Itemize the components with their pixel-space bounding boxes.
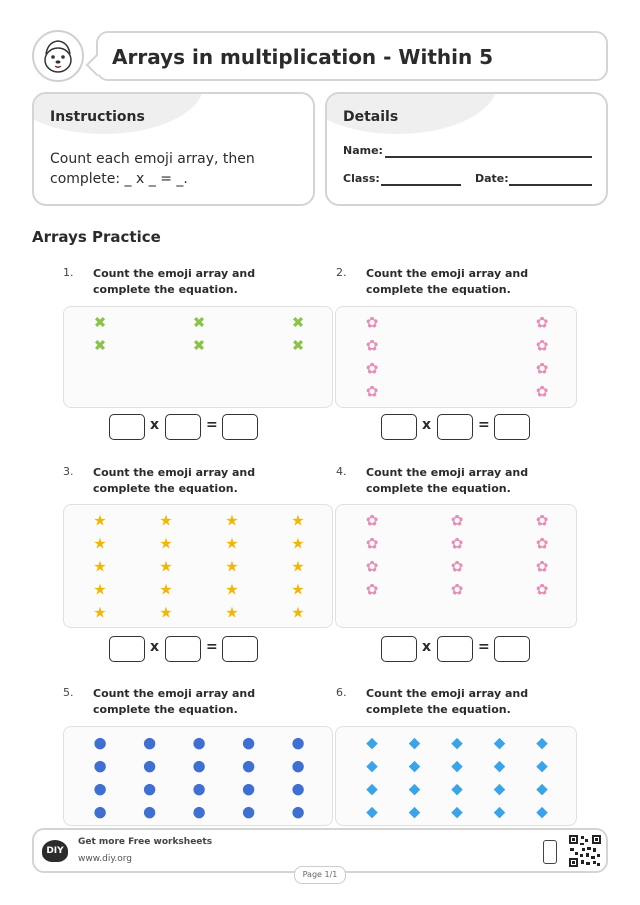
- equals-sign: =: [478, 417, 490, 433]
- question-text: Count the emoji array and complete the equation.: [93, 687, 256, 716]
- footer-url[interactable]: www.diy.org: [78, 854, 132, 864]
- speech-tail: [86, 54, 109, 77]
- title-box: [96, 31, 608, 81]
- soccer-ball-emoji: ●: [192, 779, 206, 798]
- star-emoji: ★: [225, 511, 239, 530]
- date-field[interactable]: [509, 184, 592, 186]
- flower-emoji: ✿: [365, 336, 379, 355]
- soccer-ball-emoji: ●: [241, 733, 256, 752]
- emoji-array-panel: [335, 504, 577, 628]
- question-number: 5.: [63, 686, 74, 699]
- soccer-ball-emoji: ●: [241, 756, 256, 775]
- flower-emoji: ✿: [365, 313, 379, 332]
- soccer-ball-emoji: ●: [241, 802, 256, 821]
- fish-emoji: ◆: [493, 779, 506, 798]
- soccer-ball-emoji: ●: [142, 733, 157, 752]
- flower-emoji: ✿: [535, 534, 549, 553]
- instructions-card: [32, 92, 315, 206]
- details-heading: Details: [343, 109, 399, 125]
- soccer-ball-emoji: ●: [291, 756, 305, 775]
- factor-1-input[interactable]: [109, 414, 145, 440]
- question-text: Count the emoji array and complete the equation.: [93, 267, 256, 296]
- name-label: Name:: [343, 144, 383, 157]
- fish-emoji: ◆: [408, 802, 421, 821]
- flower-emoji: ✿: [535, 382, 549, 401]
- times-sign: x: [150, 639, 160, 655]
- factor-2-input[interactable]: [165, 414, 201, 440]
- equals-sign: =: [206, 417, 218, 433]
- puzzle-piece-emoji: ✖: [192, 313, 206, 332]
- fish-emoji: ◆: [536, 733, 548, 752]
- factor-2-input[interactable]: [437, 636, 473, 662]
- puzzle-piece-emoji: ✖: [291, 336, 305, 355]
- flower-emoji: ✿: [450, 580, 464, 599]
- times-sign: x: [422, 639, 432, 655]
- qr-code-icon: [569, 835, 601, 867]
- soccer-ball-emoji: ●: [192, 733, 206, 752]
- star-emoji: ★: [159, 534, 173, 553]
- soccer-ball-emoji: ●: [291, 779, 305, 798]
- fish-emoji: ◆: [408, 779, 421, 798]
- flower-emoji: ✿: [450, 534, 464, 553]
- fish-emoji: ◆: [451, 756, 463, 775]
- fish-emoji: ◆: [493, 733, 506, 752]
- puzzle-piece-emoji: ✖: [93, 313, 107, 332]
- flower-emoji: ✿: [365, 511, 379, 530]
- factor-1-input[interactable]: [381, 636, 417, 662]
- soccer-ball-emoji: ●: [241, 779, 256, 798]
- star-emoji: ★: [93, 511, 107, 530]
- question-number: 2.: [336, 266, 347, 279]
- emoji-array-panel: [335, 726, 577, 826]
- emoji-array-panel: [63, 726, 333, 826]
- fish-emoji: ◆: [366, 779, 378, 798]
- puzzle-piece-emoji: ✖: [93, 336, 107, 355]
- class-label: Class:: [343, 172, 380, 185]
- puzzle-piece-emoji: ✖: [192, 336, 206, 355]
- question-text: Count the emoji array and complete the equation.: [366, 267, 529, 296]
- fish-emoji: ◆: [536, 779, 548, 798]
- date-label: Date:: [475, 172, 509, 185]
- factor-2-input[interactable]: [165, 636, 201, 662]
- question-text: Count the emoji array and complete the equation.: [366, 466, 529, 495]
- fish-emoji: ◆: [451, 779, 463, 798]
- emoji-array-panel: [63, 504, 333, 628]
- fish-emoji: ◆: [366, 756, 378, 775]
- name-field[interactable]: [385, 156, 592, 158]
- product-input[interactable]: [494, 414, 530, 440]
- fish-emoji: ◆: [366, 733, 378, 752]
- soccer-ball-emoji: ●: [142, 802, 157, 821]
- fish-emoji: ◆: [536, 802, 548, 821]
- product-input[interactable]: [222, 636, 258, 662]
- soccer-ball-emoji: ●: [192, 802, 206, 821]
- star-emoji: ★: [159, 603, 173, 622]
- fish-emoji: ◆: [536, 756, 548, 775]
- equals-sign: =: [206, 639, 218, 655]
- equals-sign: =: [478, 639, 490, 655]
- star-emoji: ★: [291, 511, 305, 530]
- flower-emoji: ✿: [450, 511, 464, 530]
- phone-icon: [543, 840, 557, 864]
- star-emoji: ★: [291, 557, 305, 576]
- page-indicator: Page 1/1: [294, 866, 346, 884]
- star-emoji: ★: [159, 557, 173, 576]
- product-input[interactable]: [494, 636, 530, 662]
- question-number: 6.: [336, 686, 347, 699]
- flower-emoji: ✿: [535, 557, 549, 576]
- question-number: 4.: [336, 465, 347, 478]
- flower-emoji: ✿: [535, 359, 549, 378]
- star-emoji: ★: [159, 580, 173, 599]
- mascot-avatar: [32, 30, 84, 82]
- page-title: Arrays in multiplication - Within 5: [112, 45, 494, 69]
- soccer-ball-emoji: ●: [142, 756, 157, 775]
- times-sign: x: [422, 417, 432, 433]
- factor-1-input[interactable]: [109, 636, 145, 662]
- soccer-ball-emoji: ●: [93, 733, 107, 752]
- soccer-ball-emoji: ●: [93, 802, 107, 821]
- soccer-ball-emoji: ●: [93, 779, 107, 798]
- flower-emoji: ✿: [365, 580, 379, 599]
- star-emoji: ★: [291, 603, 305, 622]
- puzzle-piece-emoji: ✖: [291, 313, 305, 332]
- instructions-text: Count each emoji array, then complete: _ x _ = _.: [50, 151, 255, 187]
- star-emoji: ★: [291, 580, 305, 599]
- emoji-array-panel: [63, 306, 333, 408]
- factor-1-input[interactable]: [381, 414, 417, 440]
- star-emoji: ★: [93, 580, 107, 599]
- footer-tagline: Get more Free worksheets: [78, 837, 213, 847]
- flower-emoji: ✿: [365, 359, 379, 378]
- times-sign: x: [150, 417, 160, 433]
- flower-emoji: ✿: [365, 382, 379, 401]
- fish-emoji: ◆: [451, 802, 463, 821]
- question-text: Count the emoji array and complete the equation.: [93, 466, 256, 495]
- soccer-ball-emoji: ●: [93, 756, 107, 775]
- star-emoji: ★: [225, 603, 239, 622]
- question-number: 3.: [63, 465, 74, 478]
- flower-emoji: ✿: [365, 557, 379, 576]
- class-field[interactable]: [381, 184, 461, 186]
- flower-emoji: ✿: [535, 336, 549, 355]
- details-card: [325, 92, 608, 206]
- mascot-face-icon: [34, 32, 82, 80]
- flower-emoji: ✿: [365, 534, 379, 553]
- star-emoji: ★: [93, 557, 107, 576]
- fish-emoji: ◆: [493, 802, 506, 821]
- fish-emoji: ◆: [451, 733, 463, 752]
- flower-emoji: ✿: [535, 511, 549, 530]
- soccer-ball-emoji: ●: [142, 779, 157, 798]
- star-emoji: ★: [93, 603, 107, 622]
- star-emoji: ★: [291, 534, 305, 553]
- product-input[interactable]: [222, 414, 258, 440]
- star-emoji: ★: [225, 580, 239, 599]
- star-emoji: ★: [225, 534, 239, 553]
- soccer-ball-emoji: ●: [291, 802, 305, 821]
- emoji-array-panel: [335, 306, 577, 408]
- flower-emoji: ✿: [535, 580, 549, 599]
- factor-2-input[interactable]: [437, 414, 473, 440]
- fish-emoji: ◆: [366, 802, 378, 821]
- fish-emoji: ◆: [493, 756, 506, 775]
- star-emoji: ★: [93, 534, 107, 553]
- fish-emoji: ◆: [408, 733, 421, 752]
- instructions-heading: Instructions: [50, 109, 145, 125]
- section-title: Arrays Practice: [32, 228, 161, 246]
- flower-emoji: ✿: [535, 313, 549, 332]
- star-emoji: ★: [225, 557, 239, 576]
- diy-logo: DIY: [42, 840, 68, 862]
- fish-emoji: ◆: [408, 756, 421, 775]
- soccer-ball-emoji: ●: [291, 733, 305, 752]
- soccer-ball-emoji: ●: [192, 756, 206, 775]
- flower-emoji: ✿: [450, 557, 464, 576]
- question-text: Count the emoji array and complete the equation.: [366, 687, 529, 716]
- star-emoji: ★: [159, 511, 173, 530]
- question-number: 1.: [63, 266, 74, 279]
